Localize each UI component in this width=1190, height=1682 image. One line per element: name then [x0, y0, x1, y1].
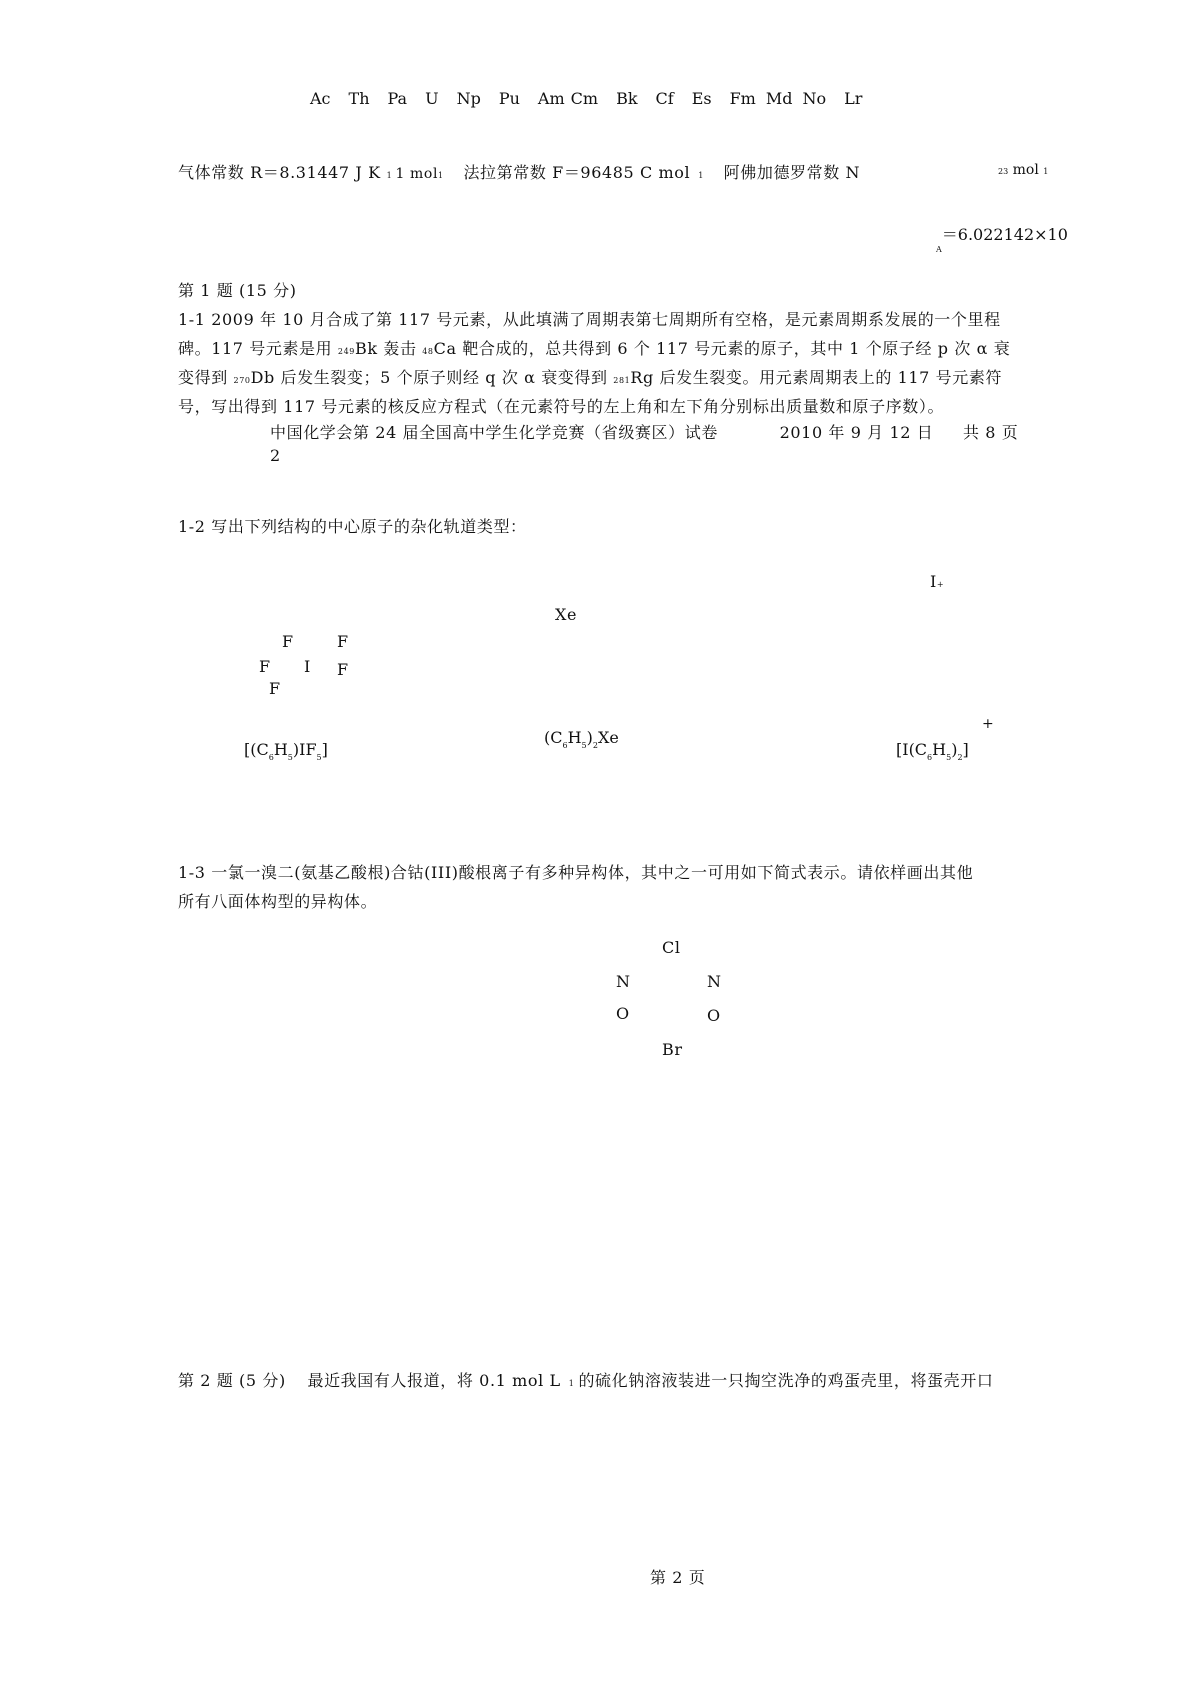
- formula-c6h5-2-xe: $(C_6H_5)_2Xe$: [544, 728, 619, 750]
- actinide-symbol: Bk: [616, 89, 638, 108]
- atom-f: F: [259, 657, 271, 676]
- actinide-symbol: Cf: [655, 89, 674, 108]
- q2-text: 最近我国有人报道，将 0.1 mol L: [307, 1371, 561, 1390]
- actinide-symbol: Md: [765, 89, 793, 108]
- q1-3-line1: 1-3 一氯一溴二(氨基乙酸根)合钴(III)酸根离子有多种异构体，其中之一可用如下简式表示。请依样画出其他: [178, 863, 974, 882]
- running-header: [270, 420, 1018, 443]
- gas-constant-exp: 1: [386, 171, 393, 180]
- q1-1-line2: 碑。117 号元素是用 249Bk 轰击 48Ca 靶合成的，总共得到 6 个 117 号元素的原子，其中 1 个原子经 p 次 α 衰: [178, 339, 1011, 358]
- ligand-n: N: [616, 972, 631, 991]
- ligand-n: N: [707, 972, 722, 991]
- q2-line: 第 2 题 (5 分) 最近我国有人报道，将 0.1 mol L 1 的硫化钠溶液装进一只掏空洗净的鸡蛋壳里，将蛋壳开口: [178, 1371, 994, 1390]
- actinide-symbol: U: [425, 89, 439, 108]
- page-footer: 第 2 页: [650, 1568, 706, 1587]
- actinide-symbol: Ac: [310, 89, 331, 108]
- actinide-symbol: Np: [456, 89, 481, 108]
- q1-heading: 第 1 题 (15 分): [178, 281, 297, 300]
- actinide-row: [310, 89, 880, 108]
- q2-heading: 第 2 题 (5 分): [178, 1371, 286, 1390]
- header-title: 中国化学会第 24 届全国高中学生化学竞赛（省级赛区）试卷: [270, 423, 718, 442]
- q1-1-line1: 1-1 2009 年 10 月合成了第 117 号元素，从此填满了周期表第七周期所有空格，是元素周期系发展的一个里程: [178, 310, 1001, 329]
- avogadro-unit: 23 mol 1: [998, 162, 1049, 178]
- atom-i: I: [304, 657, 311, 676]
- actinide-symbol: Am: [537, 89, 565, 108]
- avogadro-constant: 阿佛加德罗常数 N: [723, 163, 861, 182]
- actinide-symbol: Pu: [498, 89, 520, 108]
- faraday-constant: 法拉第常数 F＝96485 C mol: [463, 163, 691, 182]
- ligand-o: O: [616, 1004, 630, 1023]
- q1-3-line2: 所有八面体构型的异构体。: [178, 892, 378, 911]
- q1-1-line3: 变得到 270Db 后发生裂变；5 个原子则经 q 次 α 衰变得到 281Rg 后发生裂变。用元素周期表上的 117 号元素符: [178, 368, 1003, 387]
- formula-i-c6h5-2: $[I(C_6H_5)_2]$: [896, 740, 969, 762]
- actinide-symbol: Lr: [844, 89, 863, 108]
- constants-line: [178, 160, 860, 183]
- actinide-symbol: Cm: [570, 89, 599, 108]
- actinide-symbol: Th: [348, 89, 370, 108]
- header-pages: 共 8 页: [963, 423, 1019, 442]
- atom-xe: Xe: [555, 605, 578, 624]
- gas-constant-unit-exp: 1: [438, 171, 444, 180]
- gas-constant-unit: 1 mol: [395, 166, 439, 182]
- faraday-constant-exp: 1: [698, 171, 704, 180]
- atom-f: F: [269, 679, 281, 698]
- q1-2-prompt: 1-2 写出下列结构的中心原子的杂化轨道类型：: [178, 517, 527, 536]
- actinide-symbol: No: [802, 89, 827, 108]
- gas-constant: 气体常数 R＝8.31447 J K: [178, 163, 381, 182]
- atom-i-plus: I+: [930, 572, 945, 591]
- formula-c6h5-if5: $[(C_6H_5)IF_5]$: [244, 740, 328, 762]
- actinide-symbol: Es: [691, 89, 712, 108]
- atom-f: F: [337, 660, 349, 679]
- ligand-br: Br: [662, 1040, 683, 1059]
- q1-1-line4: 号，写出得到 117 号元素的核反应方程式（在元素符号的左上角和左下角分别标出质量数和原子序数）。: [178, 397, 945, 416]
- atom-f: F: [337, 632, 349, 651]
- avogadro-value: $_A$＝6.022142×10: [936, 225, 1068, 254]
- ligand-cl: Cl: [662, 938, 681, 957]
- charge-plus: +: [982, 716, 994, 732]
- header-page-number: 2: [270, 446, 281, 465]
- ligand-o: O: [707, 1006, 721, 1025]
- header-date: 2010 年 9 月 12 日: [779, 423, 934, 442]
- actinide-symbol: Pa: [387, 89, 408, 108]
- actinide-symbol: Fm: [729, 89, 756, 108]
- atom-f: F: [282, 632, 294, 651]
